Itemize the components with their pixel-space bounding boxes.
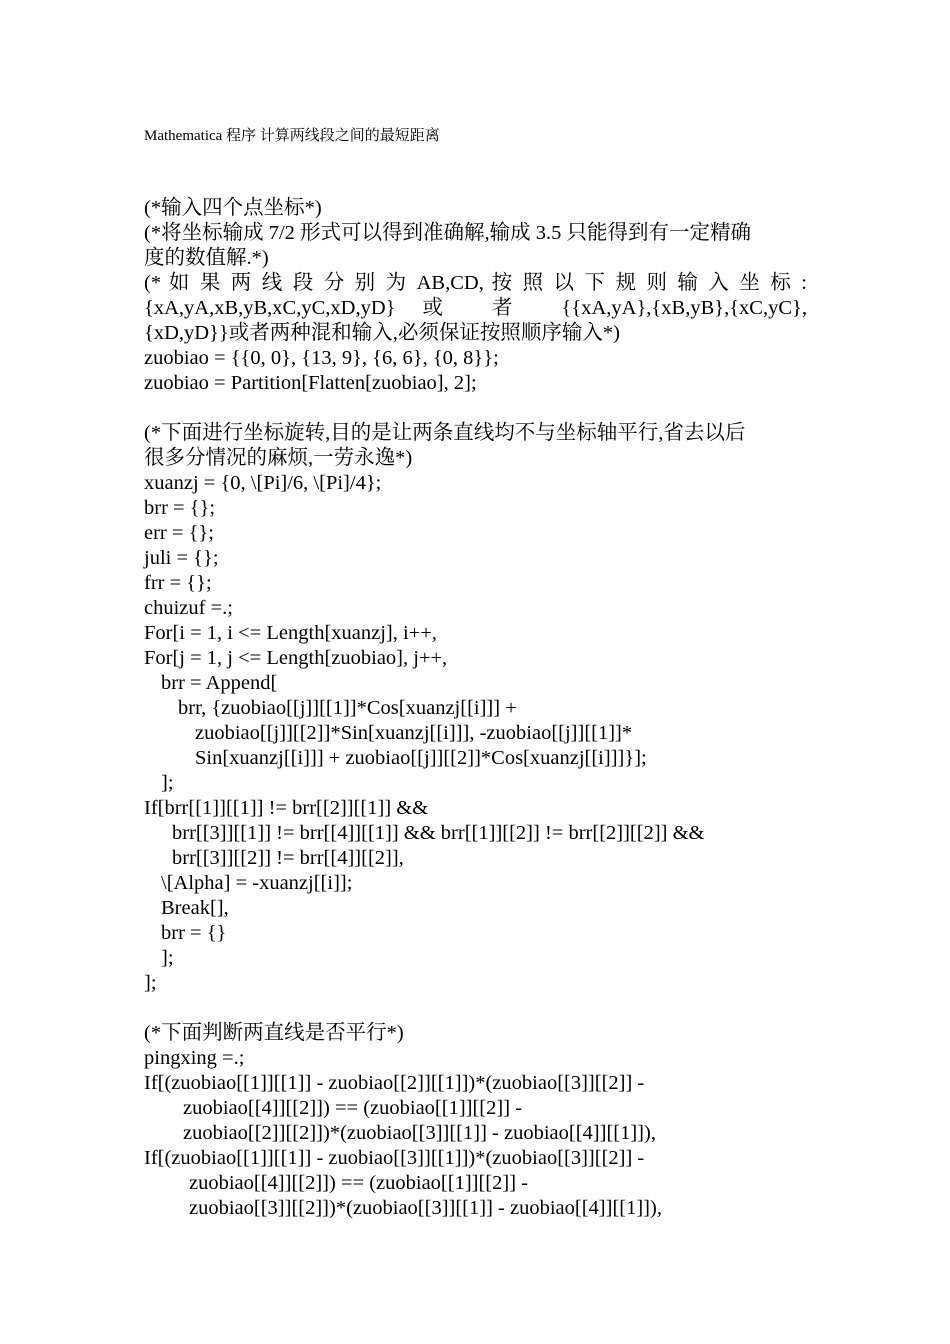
code-line: Break[],	[161, 897, 229, 919]
code-line: zuobiao = {{0, 0}, {13, 9}, {6, 6}, {0, 8}};	[144, 347, 499, 369]
code-line: zuobiao[[j]][[2]]*Sin[xuanzj[[i]]], -zuobiao[[j]][[1]]*	[195, 722, 633, 744]
comment-line: {xA,yA,xB,yB,xC,yC,xD,yD} 或 者 {{xA,yA},{xB,yB},{xC,yC},	[144, 297, 807, 319]
comment-line: (*输入四个点坐标*)	[144, 197, 322, 219]
code-line: chuizuf =.;	[144, 597, 233, 619]
code-listing	[144, 196, 807, 1221]
code-line: zuobiao[[2]][[2]])*(zuobiao[[3]][[1]] - zuobiao[[4]][[1]]),	[183, 1122, 656, 1144]
code-line: zuobiao[[4]][[2]]) == (zuobiao[[1]][[2]] -	[189, 1172, 528, 1194]
comment-line: (*将坐标输成 7/2 形式可以得到准确解,输成 3.5 只能得到有一定精确	[144, 222, 752, 244]
comment-line: (*下面进行坐标旋转,目的是让两条直线均不与坐标轴平行,省去以后	[144, 422, 746, 444]
blank-line	[144, 396, 807, 421]
code-line: juli = {};	[144, 547, 219, 569]
code-line: For[i = 1, i <= Length[xuanzj], i++,	[144, 622, 437, 644]
code-line: brr = {}	[161, 922, 227, 944]
code-line: pingxing =.;	[144, 1047, 245, 1069]
code-line: brr = Append[	[161, 672, 278, 694]
code-line: ];	[161, 772, 174, 794]
document-title: Mathematica 程序 计算两线段之间的最短距离	[144, 128, 440, 144]
code-line: zuobiao[[3]][[2]])*(zuobiao[[3]][[1]] - zuobiao[[4]][[1]]),	[189, 1197, 662, 1219]
comment-line: 很多分情况的麻烦,一劳永逸*)	[144, 447, 413, 469]
blank-line	[144, 996, 807, 1021]
code-line: If[brr[[1]][[1]] != brr[[2]][[1]] &&	[144, 797, 429, 819]
code-line: If[(zuobiao[[1]][[1]] - zuobiao[[3]][[1]])*(zuobiao[[3]][[2]] -	[144, 1147, 645, 1169]
comment-line: {xD,yD}}或者两种混和输入,必须保证按照顺序输入*)	[144, 322, 620, 344]
code-line: ];	[161, 947, 174, 969]
code-line: xuanzj = {0, \[Pi]/6, \[Pi]/4};	[144, 472, 382, 494]
code-line: If[(zuobiao[[1]][[1]] - zuobiao[[2]][[1]])*(zuobiao[[3]][[2]] -	[144, 1072, 645, 1094]
code-line: For[j = 1, j <= Length[zuobiao], j++,	[144, 647, 448, 669]
code-line: brr[[3]][[1]] != brr[[4]][[1]] && brr[[1]][[2]] != brr[[2]][[2]] &&	[172, 822, 705, 844]
code-line: \[Alpha] = -xuanzj[[i]];	[161, 872, 353, 894]
code-line: brr = {};	[144, 497, 216, 519]
code-line: err = {};	[144, 522, 214, 544]
comment-line: 度的数值解.*)	[144, 247, 269, 269]
code-line: zuobiao = Partition[Flatten[zuobiao], 2];	[144, 372, 477, 394]
code-line: brr[[3]][[2]] != brr[[4]][[2]],	[172, 847, 404, 869]
code-line: ];	[144, 972, 157, 994]
code-line: Sin[xuanzj[[i]]] + zuobiao[[j]][[2]]*Cos[xuanzj[[i]]]}];	[195, 747, 647, 769]
comment-line: (* 如 果 两 线 段 分 别 为 AB,CD, 按 照 以 下 规 则 输 入 坐 标 :	[144, 272, 807, 294]
code-line: brr, {zuobiao[[j]][[1]]*Cos[xuanzj[[i]]] +	[178, 697, 517, 719]
comment-line: (*下面判断两直线是否平行*)	[144, 1022, 404, 1044]
code-line: frr = {};	[144, 572, 212, 594]
code-line: zuobiao[[4]][[2]]) == (zuobiao[[1]][[2]] -	[183, 1097, 522, 1119]
